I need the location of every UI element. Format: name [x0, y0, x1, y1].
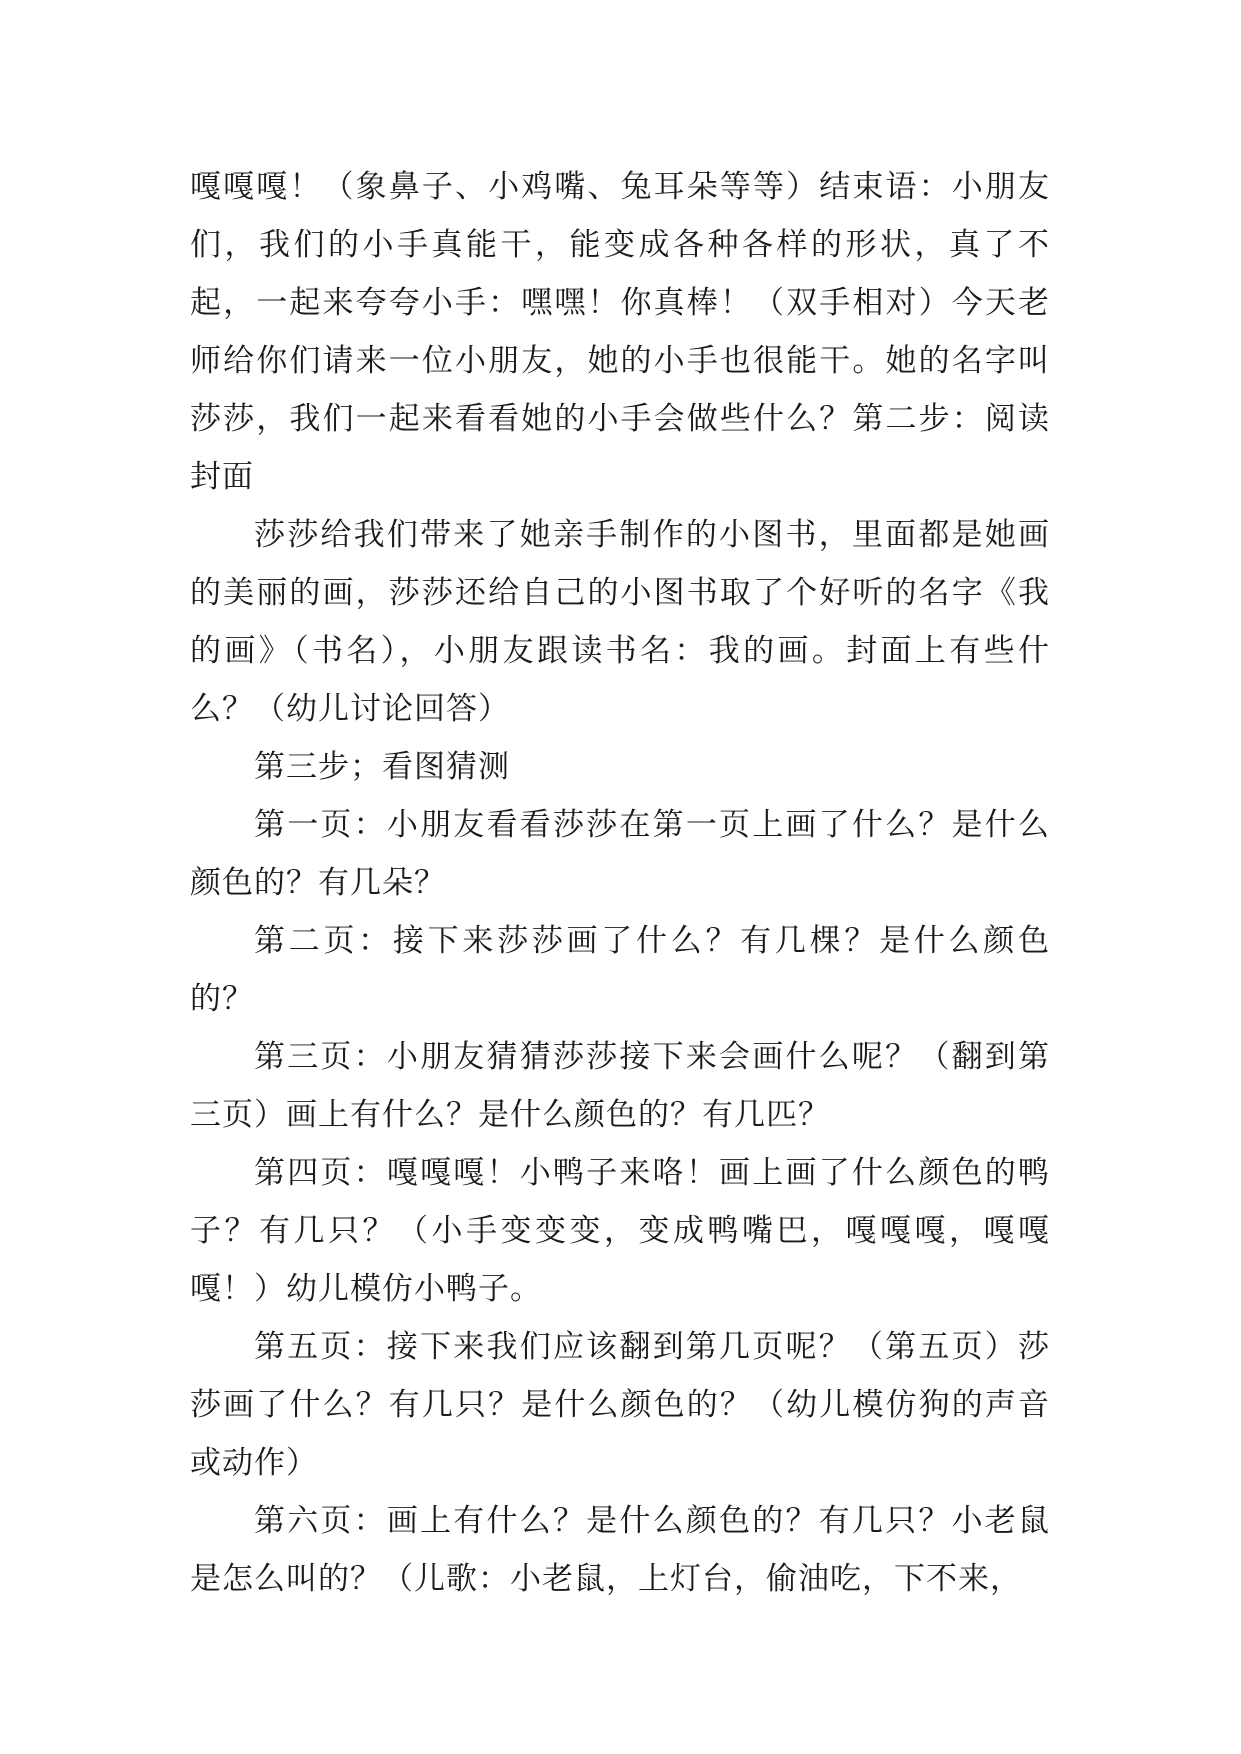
paragraph-7: 第四页：嘎嘎嘎！小鸭子来咯！画上画了什么颜色的鸭子？有几只？（小手变变变，变成鸭嘴巴，嘎嘎嘎，嘎嘎嘎！）幼儿模仿小鸭子。 [190, 1155, 1050, 1307]
paragraph-6: 第三页：小朋友猜猜莎莎接下来会画什么呢？（翻到第三页）画上有什么？是什么颜色的？有几匹？ [190, 1039, 1050, 1133]
paragraph-4: 第一页：小朋友看看莎莎在第一页上画了什么？是什么颜色的？有几朵？ [190, 807, 1050, 901]
paragraph-9: 第六页：画上有什么？是什么颜色的？有几只？小老鼠是怎么叫的？（儿歌：小老鼠，上灯台，偷油吃，下不来， [190, 1503, 1050, 1597]
paragraph-5: 第二页：接下来莎莎画了什么？有几棵？是什么颜色的？ [190, 923, 1050, 1017]
paragraph-3: 第三步；看图猜测 [254, 749, 510, 785]
document-body [190, 158, 1050, 1608]
paragraph-2: 莎莎给我们带来了她亲手制作的小图书，里面都是她画的美丽的画，莎莎还给自己的小图书取了个好听的名字《我的画》（书名），小朋友跟读书名：我的画。封面上有些什么？（幼儿讨论回答） [190, 517, 1050, 727]
paragraph-1: 嘎嘎嘎！（象鼻子、小鸡嘴、兔耳朵等等）结束语：小朋友们，我们的小手真能干，能变成各种各样的形状，真了不起，一起来夸夸小手：嘿嘿！你真棒！（双手相对）今天老师给你们请来一位小朋友，她的小手也很能干。她的名字叫莎莎，我们一起来看看她的小手会做些什么？第二步：阅读封面 [190, 169, 1050, 495]
paragraph-8: 第五页：接下来我们应该翻到第几页呢？（第五页）莎莎画了什么？有几只？是什么颜色的？（幼儿模仿狗的声音或动作） [190, 1329, 1050, 1481]
